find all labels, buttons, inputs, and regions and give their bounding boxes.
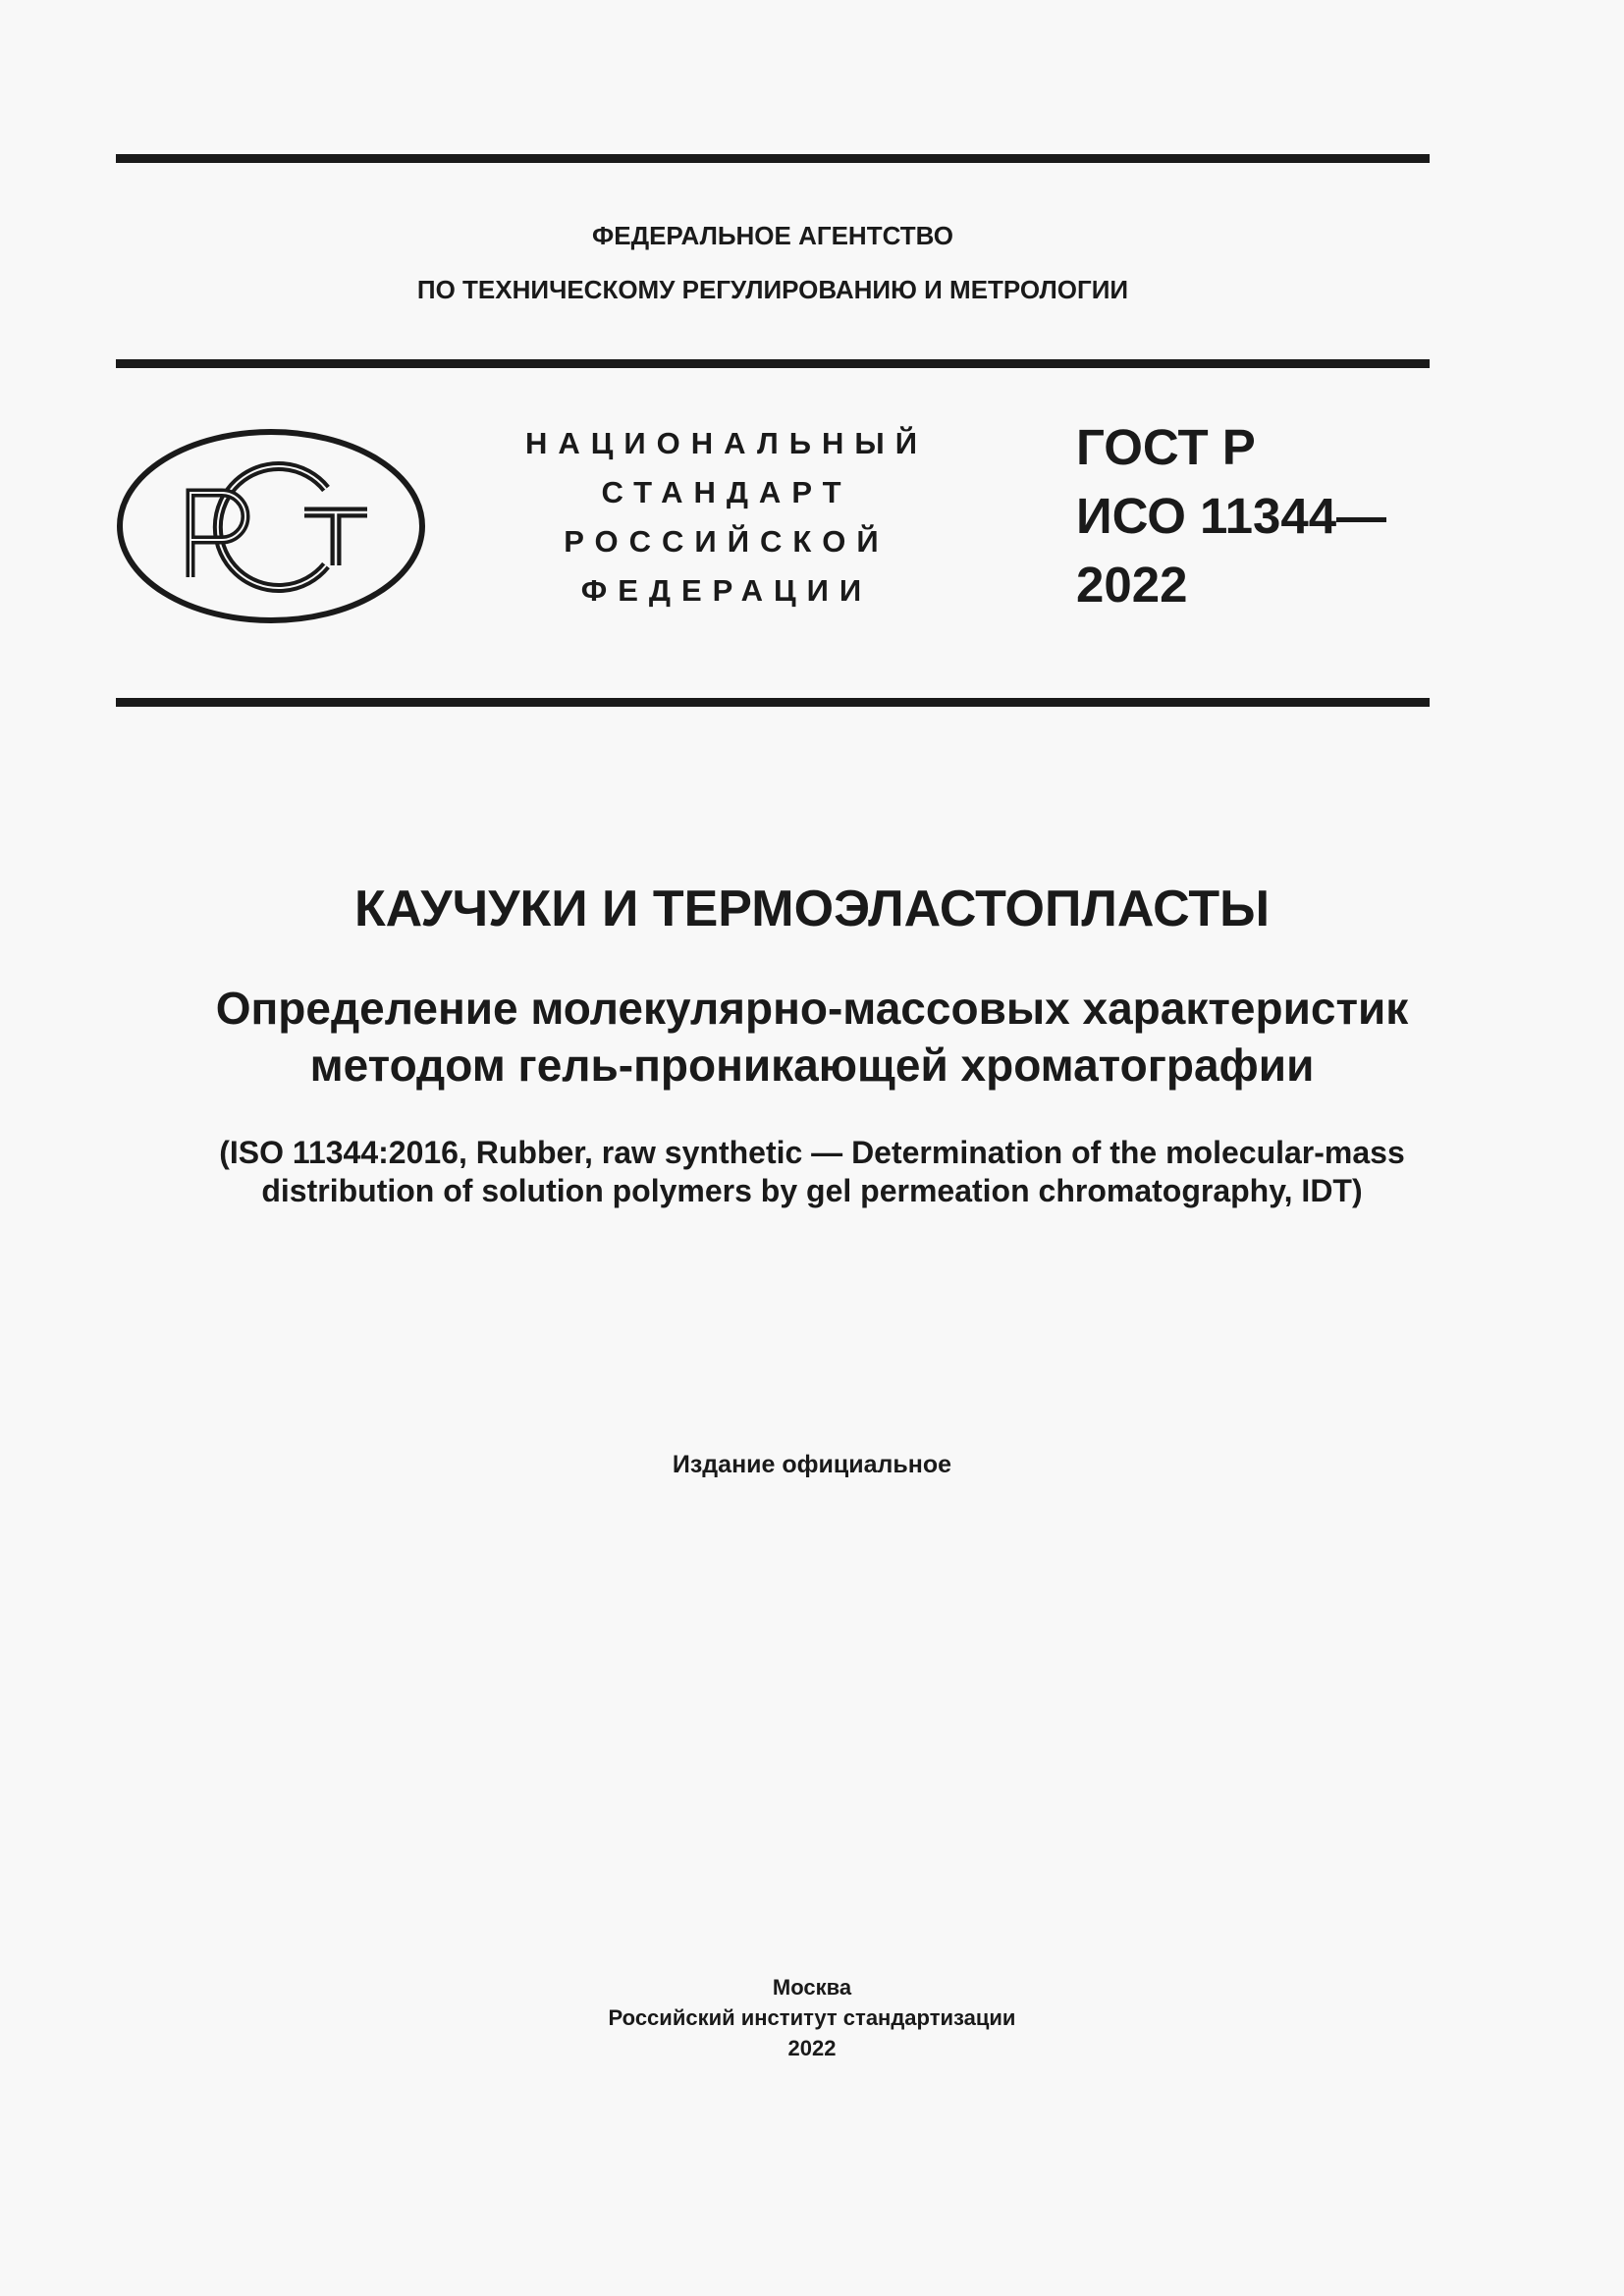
header-rule [116, 359, 1430, 368]
standard-type-line-1: НАЦИОНАЛЬНЫЙ [524, 426, 929, 460]
edition-label: Издание официальное [672, 1451, 952, 1478]
agency-name-line-2: ПО ТЕХНИЧЕСКОМУ РЕГУЛИРОВАНИЮ И МЕТРОЛОГИИ [416, 275, 1129, 304]
rst-certification-mark-icon [116, 428, 426, 624]
document-title: КАУЧУКИ И ТЕРМОЭЛАСТОПЛАСТЫ [353, 881, 1271, 937]
standard-type-line-2: СТАНДАРТ [601, 475, 852, 509]
standard-type-line-4: ФЕДЕРАЦИИ [580, 573, 873, 608]
publisher-institute: Российский институт стандартизации [608, 2005, 1016, 2030]
publication-year: 2022 [787, 2036, 837, 2060]
top-rule [116, 154, 1430, 163]
original-standard-line-2: distribution of solution polymers by gel permeation chromatography, IDT) [261, 1173, 1363, 1208]
standard-type-line-3: РОССИЙСКОЙ [564, 524, 890, 559]
publisher-city: Москва [772, 1975, 852, 2000]
header-bottom-rule [116, 698, 1430, 707]
designation-line-2: ИСО 11344— [1076, 488, 1387, 544]
designation-line-1: ГОСТ Р [1076, 419, 1256, 475]
original-standard-line-1: (ISO 11344:2016, Rubber, raw synthetic — Determination of the molecular-mass [219, 1135, 1405, 1170]
agency-name-line-1: ФЕДЕРАЛЬНОЕ АГЕНТСТВО [592, 221, 953, 250]
document-subtitle-line-2: методом гель-проникающей хроматографии [309, 1040, 1315, 1091]
designation-line-3: 2022 [1076, 557, 1188, 613]
document-subtitle-line-1: Определение молекулярно-массовых характеристик [215, 983, 1409, 1034]
